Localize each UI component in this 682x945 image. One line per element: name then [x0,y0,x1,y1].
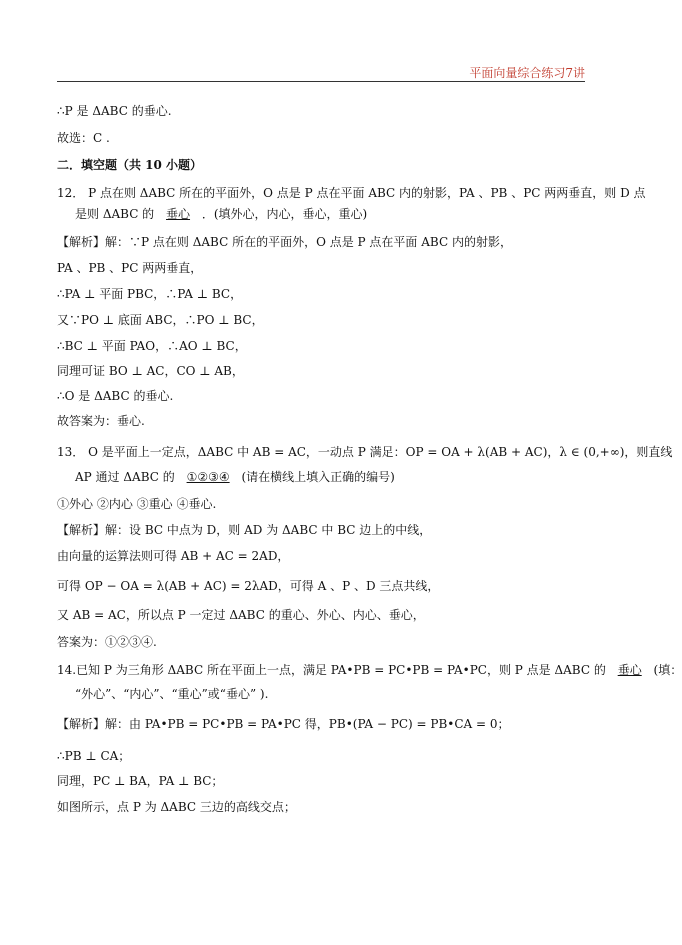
question-13: 13． O 是平面上一定点，ΔABC 中 AB = AC，一动点 P 满足：OP = OA + λ(AB + AC)，λ ∈ (0,+∞)，则直线 [57,445,673,459]
question-13-blank-line [75,469,395,485]
question-12: 12． P 点在则 ΔABC 所在的平面外，O 点是 P 点在平面 ABC 内的射影，PA 、PB 、PC 两两垂直，则 D 点 [57,186,646,200]
text-line: 【解析】解：∵P 点在则 ΔABC 所在的平面外，O 点是 P 点在平面 ABC 内的射影， [57,235,512,249]
text-fragment: (填： [653,663,682,677]
text-line: ∴O 是 ΔABC 的垂心. [57,389,174,403]
text-line: 同理，PC ⊥ BA，PA ⊥ BC； [57,774,224,788]
answer-blank: 垂心 [617,663,642,677]
section-heading: 二．填空题（共 10 小题） [57,158,203,172]
answer-blank: ①②③④ [186,470,230,484]
text-fragment: 是则 ΔABC 的 [75,207,155,221]
text-line: 可得 OP − OA = λ(AB + AC) = 2λAD，可得 A 、P 、D 三点共线， [57,579,440,593]
text-fragment: ．(填外心，内心，垂心，重心) [201,207,368,221]
question-12-blank-line [75,206,367,222]
text-fragment: AP 通过 ΔABC 的 [75,470,175,484]
text-line: ①外心 ②内心 ③重心 ④垂心. [57,497,217,511]
text-line: 答案为：①②③④. [57,635,157,649]
text-line: ∴PA ⊥ 平面 PBC，∴PA ⊥ BC， [57,287,243,301]
text-line: “外心”、“内心”、“重心”或“垂心” ). [75,687,269,701]
text-line: 由向量的运算法则可得 AB + AC = 2AD， [57,549,290,563]
text-line: PA 、PB 、PC 两两垂直， [57,261,203,275]
text-line: ∴PB ⊥ CA； [57,749,131,763]
text-line: 又∵PO ⊥ 底面 ABC，∴PO ⊥ BC， [57,313,264,327]
text-line: 【解析】解：由 PA•PB = PC•PB = PA•PC 得，PB•(PA − PC) = PB•CA = 0； [57,717,510,731]
answer-blank: 垂心 [166,207,191,221]
text-line: 【解析】解：设 BC 中点为 D，则 AD 为 ΔABC 中 BC 边上的中线， [57,523,432,537]
question-14 [57,662,682,678]
text-line: 如图所示，点 P 为 ΔABC 三边的高线交点； [57,800,296,814]
text-fragment: 14.已知 P 为三角形 ΔABC 所在平面上一点，满足 PA•PB = PC•PB = PA•PC，则 P 点是 ΔABC 的 [57,663,606,677]
header-rule [57,81,585,82]
text-fragment: (请在横线上填入正确的编号) [241,470,395,484]
text-line: 又 AB = AC，所以点 P 一定过 ΔABC 的重心、外心、内心、垂心， [57,608,425,622]
text-line: 同理可证 BO ⊥ AC，CO ⊥ AB， [57,364,244,378]
text-line: 故选：C . [57,131,110,145]
text-line: 故答案为：垂心. [57,414,145,428]
text-line: ∴P 是 ΔABC 的垂心. [57,104,172,118]
header-title: 平面向量综合练习7讲 [469,66,585,80]
text-line: ∴BC ⊥ 平面 PAO，∴AO ⊥ BC， [57,339,247,353]
